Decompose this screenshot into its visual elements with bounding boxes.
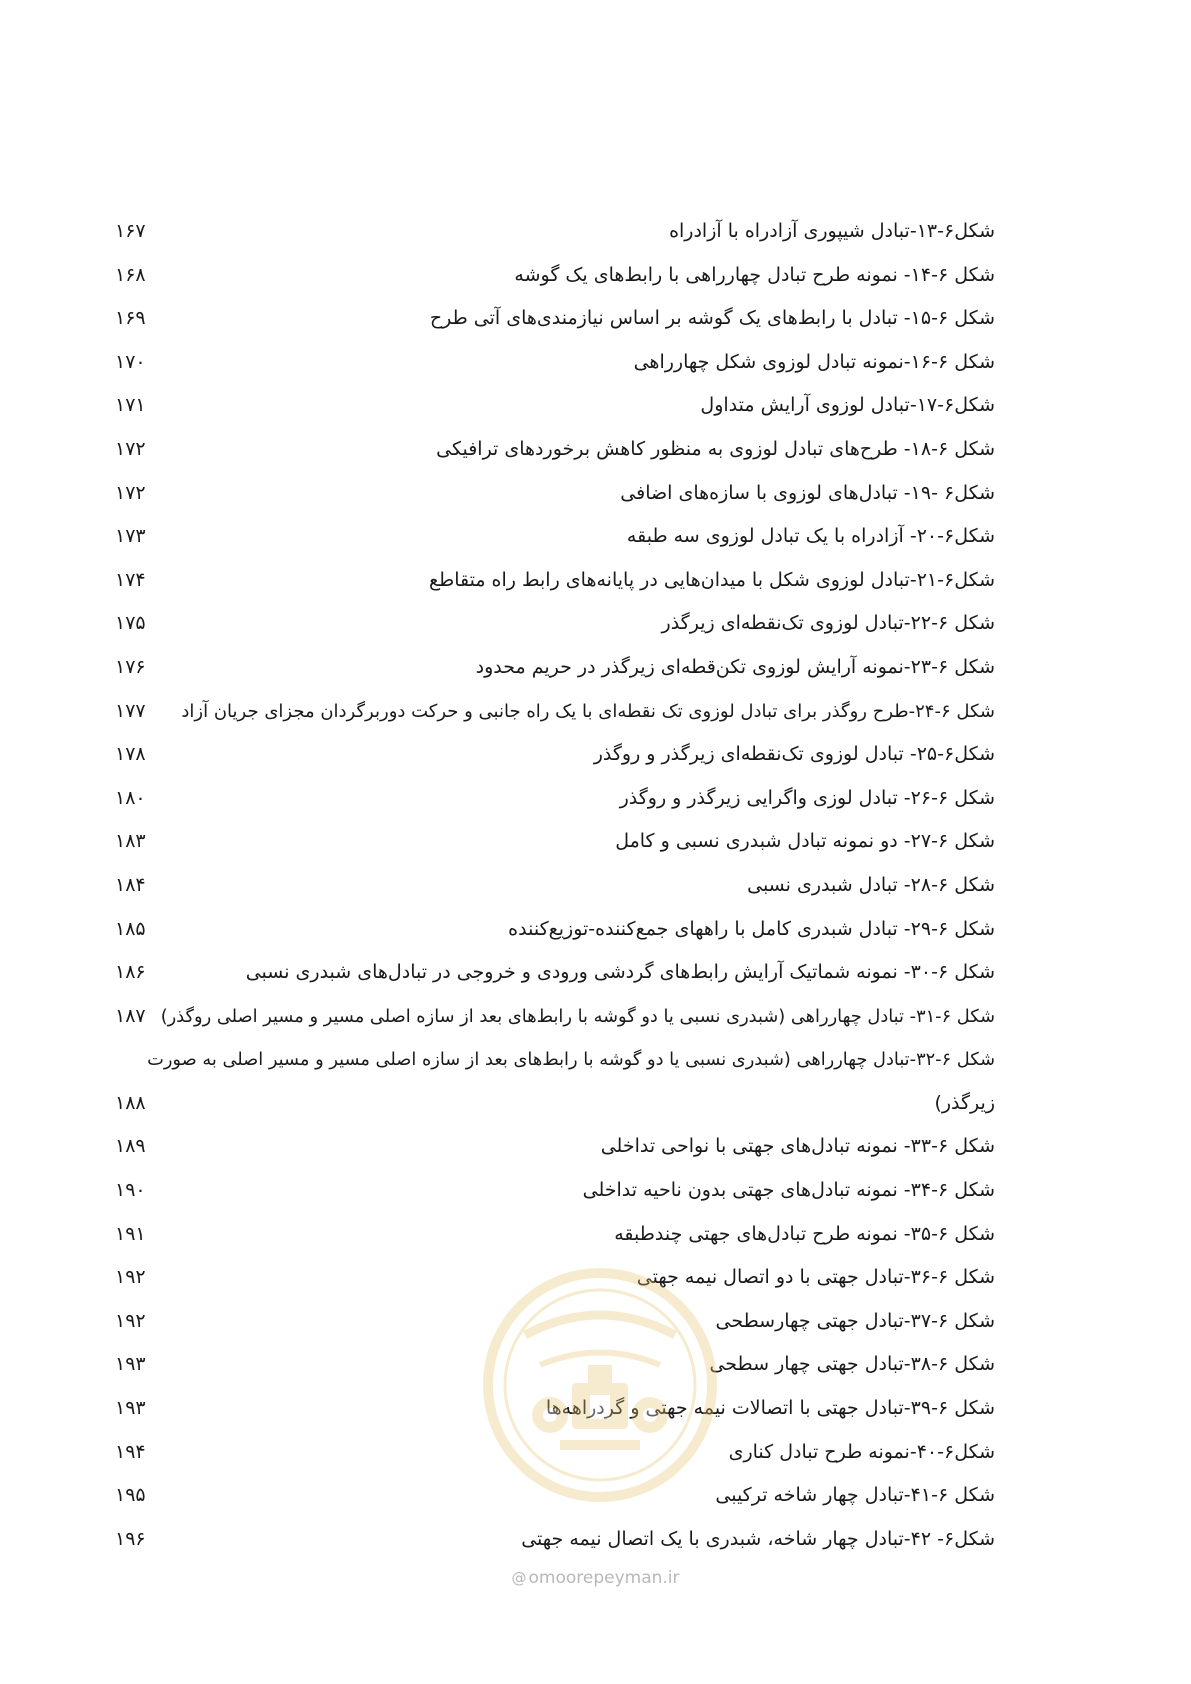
list-item: [115, 254, 995, 298]
list-item: [115, 341, 995, 385]
entry-page: ۱۸۸: [115, 1091, 146, 1114]
entry-page: ۱۹۰: [115, 1179, 146, 1202]
list-item: [115, 820, 995, 864]
list-item: [115, 1518, 995, 1562]
entry-title: شکل ۶-۳۲-تبادل چهارراهی (شبدری نسبی یا دو گوشه با رابط‌های بعد از سازه اصلی مسیر و مسیر اصلی به صورت: [147, 1049, 995, 1071]
entry-page: ۱۶۹: [115, 307, 146, 330]
entry-title: شکل ۶-۳۷-تبادل جهتی چهارسطحی: [715, 1309, 995, 1332]
list-item: [115, 602, 995, 646]
entry-page: ۱۸۰: [115, 786, 146, 809]
entry-title: شکل ۶-۳۹-تبادل جهتی با اتصالات نیمه جهتی و گردراهه‌ها: [545, 1397, 995, 1420]
entry-page: ۱۸۶: [115, 961, 146, 984]
entry-page: ۱۷۶: [115, 655, 146, 678]
watermark-site-text: omoorepeyman.ir: [528, 1568, 680, 1588]
entry-title: شکل ۶-۱۸- طرح‌های تبادل لوزوی به منظور کاهش برخوردهای ترافیکی: [436, 437, 995, 460]
entry-page: ۱۶۸: [115, 263, 146, 286]
watermark-site: [0, 1568, 1191, 1588]
list-item: [115, 995, 995, 1039]
list-item: [115, 777, 995, 821]
entry-page: ۱۷۰: [115, 350, 146, 373]
entry-page: ۱۷۵: [115, 612, 146, 635]
entry-title: شکل ۶-۲۶- تبادل لوزی واگرایی زیرگذر و روگذر: [619, 786, 995, 809]
entry-page: ۱۷۷: [115, 699, 146, 722]
list-item: [115, 733, 995, 777]
entry-title: شکل۶-۴۰-نمونه طرح تبادل کناری: [728, 1440, 995, 1463]
list-item: [115, 1082, 995, 1126]
entry-page: ۱۸۹: [115, 1135, 146, 1158]
entry-title: شکل ۶-۲۳-نمونه آرایش لوزوی تکن‌قطه‌ای زیرگذر در حریم محدود: [475, 655, 995, 678]
globe-icon: @: [511, 1569, 527, 1587]
entry-title: شکل ۶-۲۴-طرح روگذر برای تبادل لوزوی تک نقطه‌ای با یک راه جانبی و حرکت دوربرگردان مجزای جریان آزاد: [181, 700, 995, 722]
entry-title: شکل۶-۱۷-تبادل لوزوی آرایش متداول: [700, 394, 995, 417]
entry-title: شکل ۶-۱۴- نمونه طرح تبادل چهارراهی با رابط‌های یک گوشه: [514, 263, 995, 286]
entry-title: شکل ۶-۳۳- نمونه تبادل‌های جهتی با نواحی تداخلی: [600, 1135, 995, 1158]
list-item: [115, 1169, 995, 1213]
entry-page: ۱۸۴: [115, 873, 146, 896]
list-item: [115, 1038, 995, 1082]
entry-title: شکل۶- ۴۲-تبادل چهار شاخه، شبدری با یک اتصال نیمه جهتی: [521, 1527, 995, 1550]
entry-page: ۱۹۶: [115, 1527, 146, 1550]
entry-title: شکل ۶-۲۷- دو نمونه تبادل شبدری نسبی و کامل: [615, 830, 995, 853]
entry-title: شکل ۶-۱۶-نمونه تبادل لوزوی شکل چهارراهی: [633, 350, 995, 373]
entry-page: ۱۸۳: [115, 830, 146, 853]
entry-title: شکل ۶-۴۱-تبادل چهار شاخه ترکیبی: [715, 1484, 995, 1507]
list-item: [115, 297, 995, 341]
list-item: [115, 1125, 995, 1169]
list-item: [115, 646, 995, 690]
entry-page: ۱۸۵: [115, 917, 146, 940]
entry-title: شکل ۶-۲۸- تبادل شبدری نسبی: [747, 873, 995, 896]
entry-title: شکل ۶-۱۵- تبادل با رابط‌های یک گوشه بر اساس نیازمندی‌های آتی طرح: [429, 307, 995, 330]
entry-title: شکل ۶-۳۵- نمونه طرح تبادل‌های جهتی چندطبقه: [614, 1222, 995, 1245]
entry-title: شکل۶-۲۰- آزادراه با یک تبادل لوزوی سه طبقه: [626, 525, 995, 548]
entry-page: ۱۷۳: [115, 525, 146, 548]
entry-title: شکل۶-۱۳-تبادل شیپوری آزادراه با آزادراه: [669, 220, 995, 242]
list-item: [115, 210, 995, 254]
list-item: [115, 384, 995, 428]
entry-title: شکل۶-۲۵- تبادل لوزوی تک‌نقطه‌ای زیرگذر و روگذر: [593, 743, 995, 766]
entry-page: ۱۹۱: [115, 1222, 146, 1245]
watermark-logo-icon: [480, 1265, 720, 1505]
entry-page: ۱۶۷: [115, 220, 146, 242]
entry-page: ۱۹۴: [115, 1440, 146, 1463]
list-item: [115, 559, 995, 603]
entry-page: ۱۹۵: [115, 1484, 146, 1507]
entry-title: زیرگذر): [934, 1091, 995, 1114]
entry-title: شکل ۶-۳۸-تبادل جهتی چهار سطحی: [709, 1353, 995, 1376]
entry-page: ۱۹۳: [115, 1397, 146, 1420]
entry-page: ۱۹۲: [115, 1309, 146, 1332]
entry-title: شکل ۶-۳۱- تبادل چهارراهی (شبدری نسبی یا دو گوشه با رابط‌های بعد از سازه اصلی مسیر و مسیر اصلی روگذر): [160, 1005, 995, 1027]
list-item: [115, 428, 995, 472]
entry-page: ۱۸۷: [115, 1004, 146, 1027]
entry-title: شکل ۶-۳۴- نمونه تبادل‌های جهتی بدون ناحیه تداخلی: [582, 1179, 995, 1202]
list-item: [115, 472, 995, 516]
entry-page: ۱۷۲: [115, 437, 146, 460]
list-item: [115, 1213, 995, 1257]
entry-page: ۱۷۲: [115, 481, 146, 504]
entry-title: شکل۶-۲۱-تبادل لوزوی شکل با میدان‌هایی در پایانه‌های رابط راه متقاطع: [428, 568, 995, 591]
entry-page: ۱۷۴: [115, 568, 146, 591]
list-item: [115, 690, 995, 734]
list-item: [115, 951, 995, 995]
entry-title: شکل ۶-۳۰- نمونه شماتیک آرایش رابط‌های گردشی ورودی و خروجی در تبادل‌های شبدری نسبی: [245, 961, 995, 984]
entry-title: شکل ۶-۲۹- تبادل شبدری کامل با راههای جمع‌کننده-توزیع‌کننده: [508, 917, 995, 940]
entry-title: شکل ۶-۲۲-تبادل لوزوی تک‌نقطه‌ای زیرگذر: [661, 612, 995, 635]
entry-page: ۱۹۳: [115, 1353, 146, 1376]
entry-page: ۱۷۱: [115, 394, 146, 417]
entry-title: شکل ۶-۳۶-تبادل جهتی با دو اتصال نیمه جهتی: [636, 1266, 995, 1289]
list-item: [115, 908, 995, 952]
list-item: [115, 864, 995, 908]
entry-page: ۱۹۲: [115, 1266, 146, 1289]
entry-title: شکل۶ -۱۹- تبادل‌های لوزوی با سازه‌های اضافی: [620, 481, 995, 504]
list-item: [115, 515, 995, 559]
entry-page: ۱۷۸: [115, 743, 146, 766]
